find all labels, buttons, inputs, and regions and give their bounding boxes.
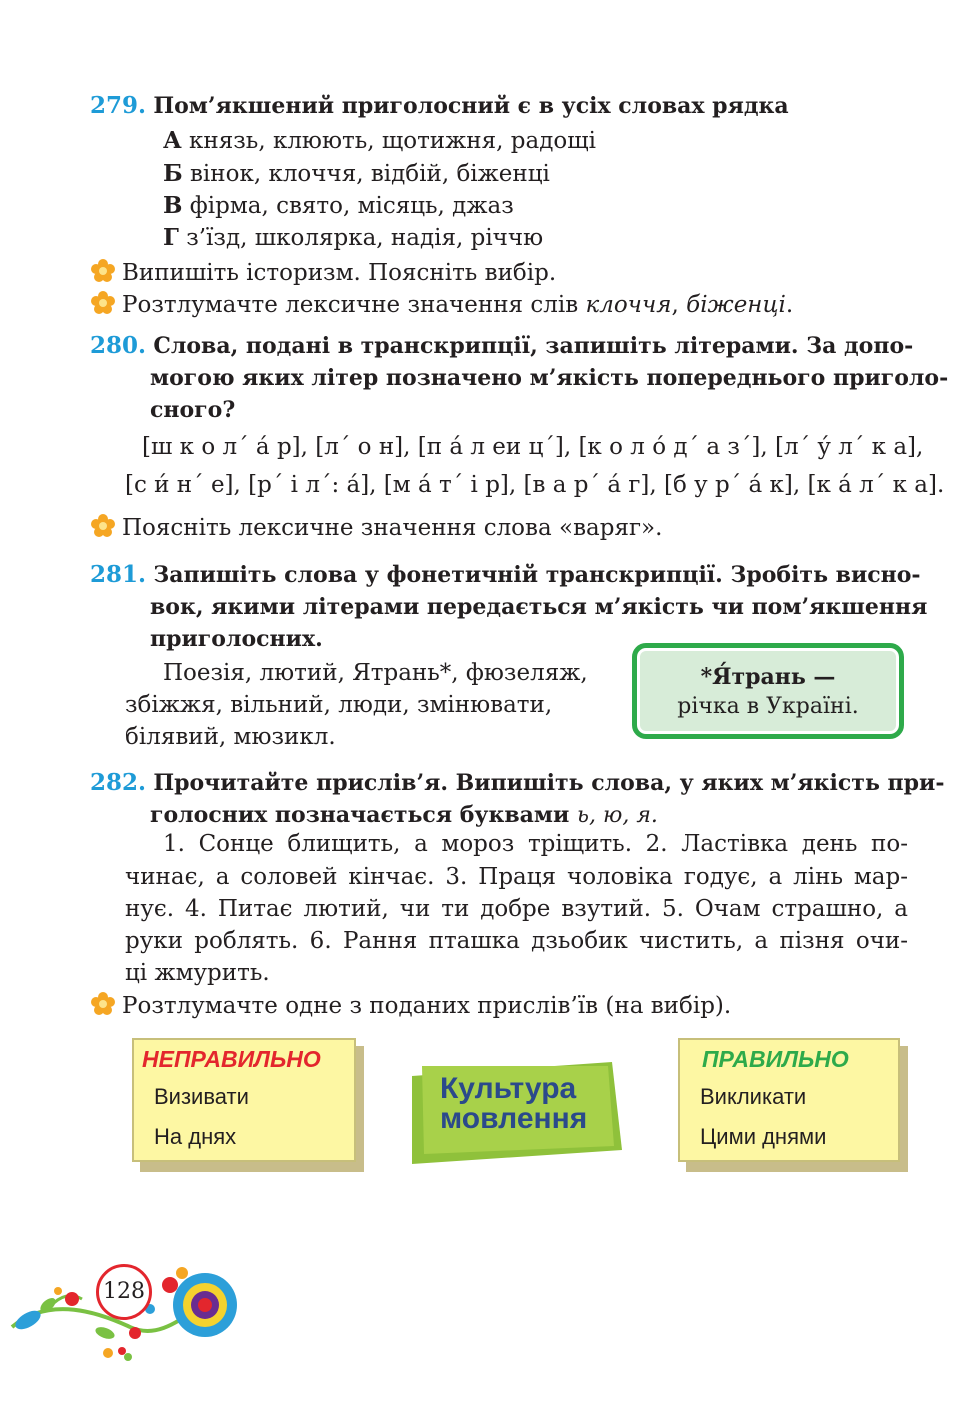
footnote-term-text: *Я́трань — (700, 664, 836, 690)
ex281-task-text: Запишіть слова у фонетичній транскрипції. Зробіть висно- (153, 562, 921, 588)
right-card (678, 1038, 900, 1162)
ex279-option-d (163, 222, 543, 254)
ex279-option-c (163, 190, 514, 222)
flower-icon (90, 513, 116, 539)
words-text: Поезія, лютий, Ятрань*, фюзеляж, (163, 660, 588, 686)
flower-icon (90, 991, 116, 1017)
ex281-task-text: приголосних. (150, 626, 323, 652)
proverbs-line-2 (125, 861, 908, 893)
ex282-task-text: Прочитайте прислів’я. Випишіть слова, у яких м’якість при- (153, 770, 945, 796)
ex280-task-text: Слова, подані в транскрипції, запишіть літерами. За допо- (153, 333, 914, 359)
ex281-words-line-3 (125, 721, 336, 753)
culture-of-speech-badge (412, 1062, 622, 1164)
ex282-task-text: голосних позначається буквами (150, 802, 578, 828)
ex281-task-line-3 (150, 623, 323, 655)
culture-title-line-1: Культура (440, 1072, 577, 1105)
option-letter: А (163, 127, 182, 154)
wrong-card (132, 1038, 356, 1162)
proverbs-line-5 (125, 957, 270, 989)
page-number-circle (96, 1264, 152, 1320)
extra-text: Розтлумачте лексичне значення слів (122, 292, 586, 318)
ex281-number: 281. (90, 561, 147, 588)
italic-word: клоччя (585, 292, 672, 318)
wrong-item: Визивати (154, 1084, 249, 1109)
culture-title-line-2: мовлення (440, 1102, 588, 1135)
letters-italic: ь, ю, я. (577, 803, 658, 828)
ex280-task-text: могою яких літер позначено м’якість попереднього приголо- (150, 365, 949, 391)
proverb-text: руки роблять. 6. Рання пташка дзьобик чистить, а пізня очи- (125, 928, 908, 954)
ex282-task-line-1 (90, 767, 945, 799)
italic-word: біженці (686, 292, 786, 318)
ex282-extra (90, 990, 731, 1022)
option-letter: Б (163, 160, 183, 187)
transcription-text: [с и́ н΄ е], [р΄ і л΄: а́], [м а́ т΄ і р], [в а р΄ а́ г], [б у р΄ а́ к], [к а́ л΄ к а]. (125, 472, 945, 498)
extra-text: Поясніть лексичне значення слова «варяг». (122, 515, 663, 541)
ex279-number: 279. (90, 92, 147, 119)
ex281-task-text: вок, якими літерами передається м’якість чи пом’якшення (150, 594, 928, 620)
page-number: 128 (103, 1279, 145, 1304)
right-item: Викликати (700, 1084, 807, 1109)
ex281-words-line-2 (125, 689, 552, 721)
ex279-option-b (163, 158, 550, 190)
ex280-task-line-2 (150, 362, 949, 394)
footnote-box (632, 643, 904, 739)
proverbs-line-3 (125, 893, 908, 925)
ex282-number: 282. (90, 769, 147, 796)
ex281-words-line-1 (163, 657, 588, 689)
wrong-item: На днях (154, 1124, 237, 1149)
option-letter: Г (163, 224, 179, 251)
words-text: білявий, мюзикл. (125, 724, 336, 750)
ex281-task-line-1 (90, 559, 921, 591)
footnote-definition: річка в Україні. (677, 694, 859, 719)
ex280-task-line-1 (90, 330, 914, 362)
option-text: фірма, свято, місяць, джаз (189, 193, 514, 219)
wrong-heading: НЕПРАВИЛЬНО (142, 1046, 321, 1072)
extra-text: Випишіть історизм. Поясніть вибір. (122, 260, 557, 286)
ex279-task-text: Пом’якшений приголосний є в усіх словах рядка (153, 93, 789, 119)
option-text: вінок, клоччя, відбій, біженці (189, 161, 550, 187)
flower-icon (90, 290, 116, 316)
proverb-text: ці жмурить. (125, 960, 270, 986)
ex279-extra-1 (90, 257, 556, 289)
ex280-extra (90, 512, 662, 544)
proverb-text: 1. Сонце блищить, а мороз тріщить. 2. Ластівка день по- (163, 831, 908, 857)
ex280-number: 280. (90, 332, 147, 359)
ex280-task-text: сного? (150, 397, 236, 423)
footnote-term (637, 662, 899, 693)
ex280-task-line-3 (150, 394, 235, 426)
transcription-line-1 (142, 431, 924, 463)
transcription-text: [ш к о л΄ а́ р], [л΄ о н], [п а́ л еи ц΄], [к о л о́ д΄ а з΄], [л΄ у́ л΄ к а], (142, 434, 924, 460)
ex281-task-line-2 (150, 591, 928, 623)
flower-icon (90, 258, 116, 284)
right-item: Цими днями (700, 1124, 827, 1149)
ex279-extra-2 (90, 289, 793, 321)
right-heading: ПРАВИЛЬНО (702, 1046, 849, 1072)
separator: , (671, 292, 687, 318)
ex279-option-a (163, 125, 596, 157)
proverb-text: нує. 4. Питає лютий, чи ти добре взутий. 5. Очам страшно, а (125, 896, 908, 922)
proverb-text: чинає, а соловей кінчає. 3. Праця чоловіка годує, а лінь мар- (125, 864, 908, 890)
words-text: збіжжя, вільний, люди, змінювати, (125, 692, 553, 718)
extra-text: Розтлумачте одне з поданих прислів’їв (на вибір). (122, 993, 732, 1019)
option-letter: В (163, 192, 183, 219)
option-text: князь, клюють, щотижня, радощі (189, 128, 596, 154)
proverbs-line-4 (125, 925, 908, 957)
transcription-line-2 (125, 469, 945, 501)
period: . (785, 292, 794, 318)
option-text: з’їзд, школярка, надія, річчю (186, 225, 544, 251)
ex279-task (90, 90, 789, 122)
proverbs-line-1 (163, 828, 908, 860)
